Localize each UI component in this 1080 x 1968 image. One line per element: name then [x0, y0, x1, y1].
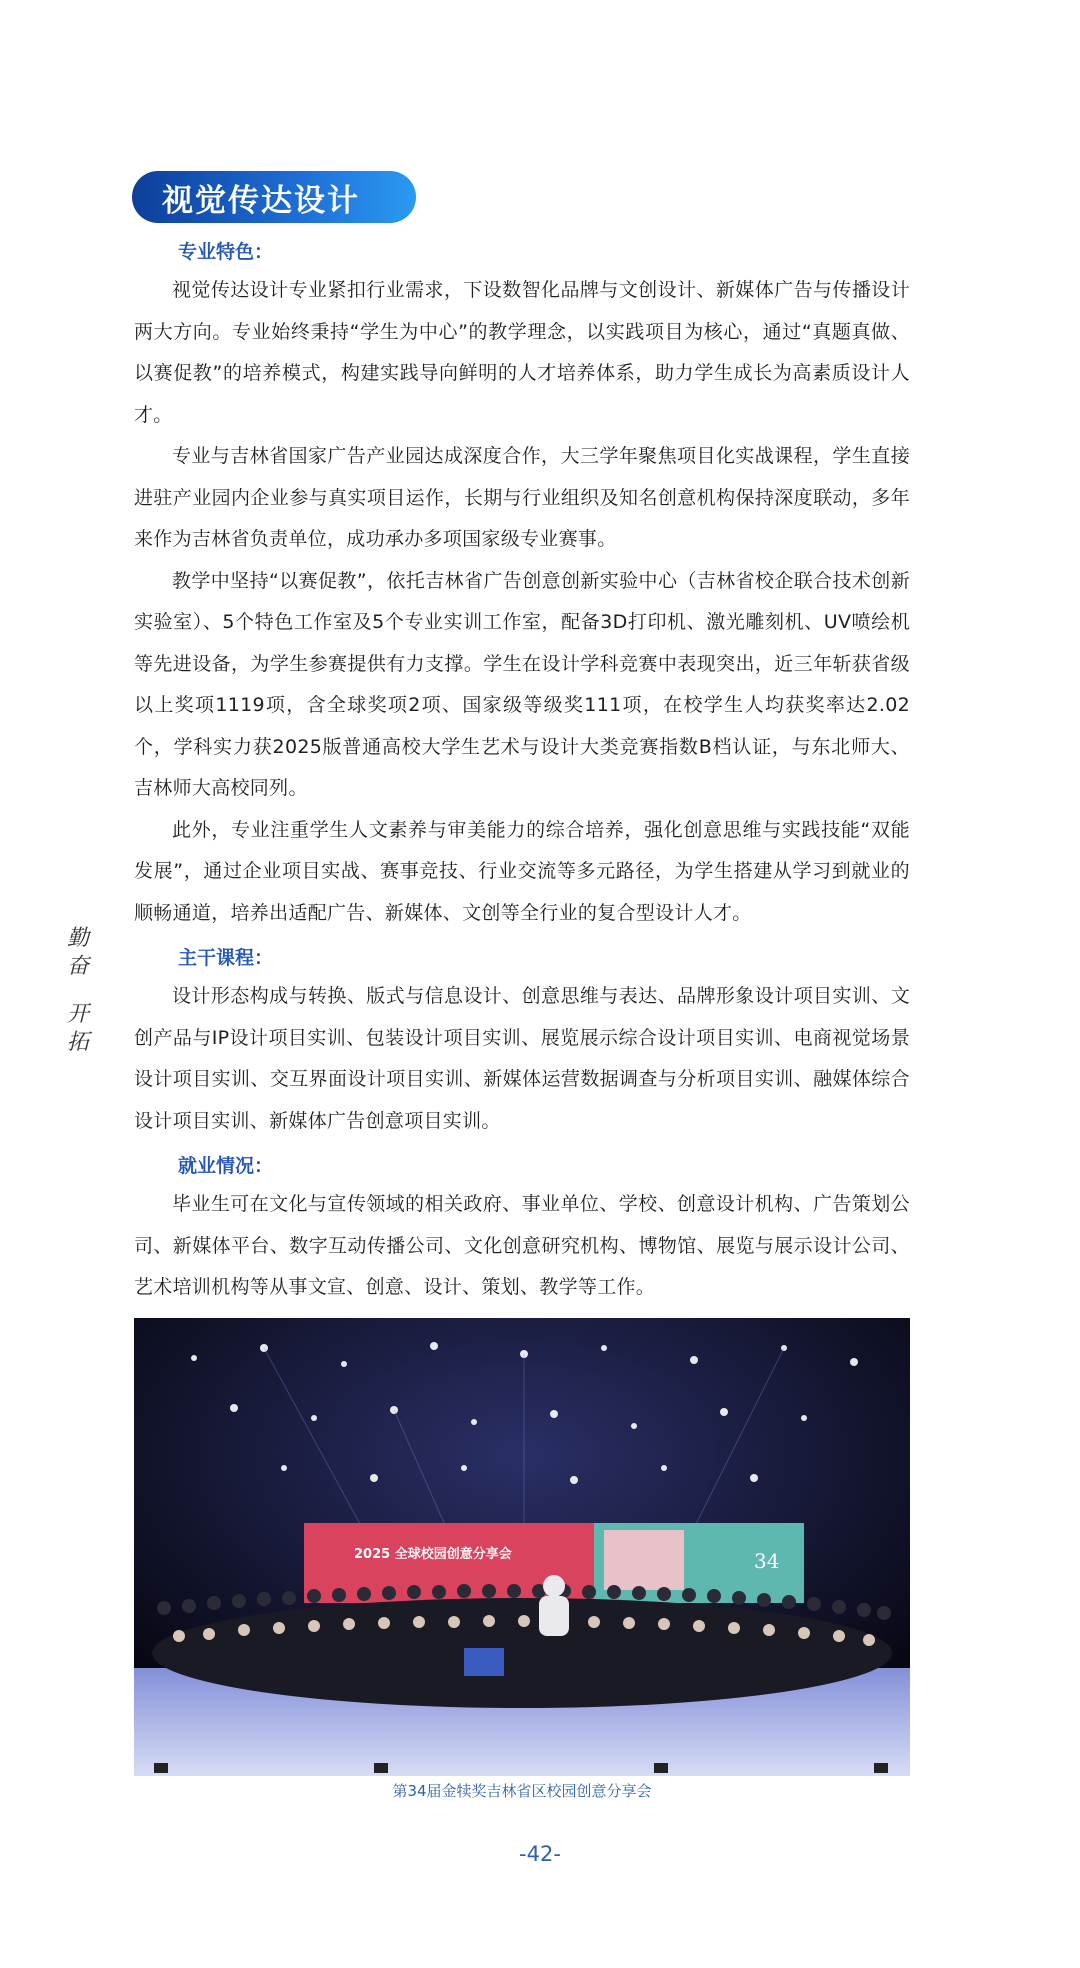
page-title: 视觉传达设计	[162, 182, 360, 219]
page-title-banner	[132, 171, 416, 223]
paragraph: 专业与吉林省国家广告产业园达成深度合作，大三学年聚焦项目化实战课程，学生直接进驻产业园内企业参与真实项目运作，长期与行业组织及知名创意机构保持深度联动，多年来作为吉林省负责单位，成功承办多项国家级专业赛事。	[134, 445, 910, 550]
side-motto-char: 勤	[66, 926, 89, 951]
page-number: -42-	[519, 1842, 561, 1866]
event-photo	[134, 1318, 910, 1776]
paragraph: 此外，专业注重学生人文素养与审美能力的综合培养，强化创意思维与实践技能“双能发展”，通过企业项目实战、赛事竞技、行业交流等多元路径，为学生搭建从学习到就业的顺畅通道，培养出适配广告、新媒体、文创等全行业的复合型设计人才。	[134, 818, 910, 924]
photo-caption: 第34届金犊奖吉林省区校园创意分享会	[392, 1782, 652, 1800]
banner-title: 2025 全球校园创意分享会	[354, 1547, 512, 1562]
side-motto-char: 拓	[66, 1030, 89, 1055]
paragraph: 教学中坚持“以赛促教”，依托吉林省广告创意创新实验中心（吉林省校企联合技术创新实验室）、5个特色工作室及5个专业实训工作室，配备3D打印机、激光雕刻机、UV喷绘机等先进设备，为学生参赛提供有力支撑。学生在设计学科竞赛中表现突出，近三年斩获省级以上奖项1119项，含全球奖项2项、国家级等级奖111项，在校学生人均获奖率达2.02个，学科实力获2025版普通高校大学生艺术与设计大类竞赛指数B档认证，与东北师大、吉林师大高校同列。	[134, 569, 910, 799]
section-heading-courses: 主干课程：	[178, 947, 274, 969]
paragraph: 毕业生可在文化与宣传领域的相关政府、事业单位、学校、创意设计机构、广告策划公司、新媒体平台、数字互动传播公司、文化创意研究机构、博物馆、展览与展示设计公司、艺术培训机构等从事文宣、创意、设计、策划、教学等工作。	[134, 1193, 910, 1298]
section-heading-employment: 就业情况：	[178, 1155, 274, 1177]
banner-number: 34	[754, 1549, 780, 1573]
side-motto	[64, 925, 92, 1057]
side-motto-char: 奋	[66, 954, 89, 979]
section-heading-features: 专业特色：	[178, 241, 274, 263]
paragraph: 设计形态构成与转换、版式与信息设计、创意思维与表达、品牌形象设计项目实训、文创产品与IP设计项目实训、包装设计项目实训、展览展示综合设计项目实训、电商视觉场景设计项目实训、交互界面设计项目实训、新媒体运营数据调查与分析项目实训、融媒体综合设计项目实训、新媒体广告创意项目实训。	[134, 985, 910, 1132]
main-content	[134, 228, 910, 1309]
paragraph: 视觉传达设计专业紧扣行业需求，下设数智化品牌与文创设计、新媒体广告与传播设计两大方向。专业始终秉持“学生为中心”的教学理念，以实践项目为核心，通过“真题真做、以赛促教”的培养模式，构建实践导向鲜明的人才培养体系，助力学生成长为高素质设计人才。	[134, 279, 910, 426]
side-motto-char: 开	[66, 1002, 89, 1027]
